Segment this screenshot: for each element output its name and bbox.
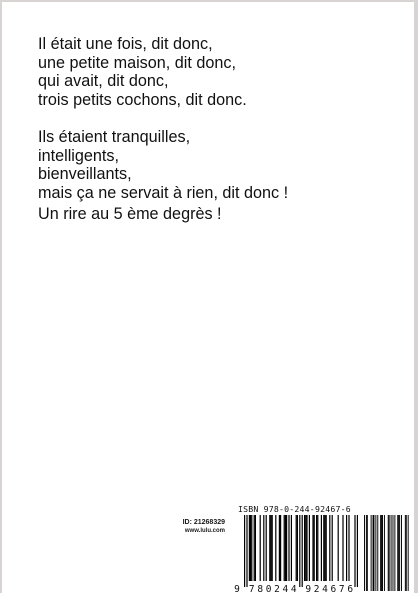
barcode-bar: [279, 515, 280, 581]
barcode-bar: [397, 515, 398, 591]
barcode-bar: [357, 515, 358, 587]
barcode-bar: [382, 515, 383, 591]
barcode-bar: [317, 515, 318, 581]
blurb-line: trois petits cochons, dit donc.: [38, 90, 247, 109]
blurb-line: bienveillants,: [38, 165, 132, 184]
barcode-bar: [269, 515, 270, 581]
barcode-bar: [323, 515, 324, 581]
barcode-bar: [250, 515, 251, 581]
barcode-bar: [266, 515, 267, 581]
barcode-bar: [302, 515, 303, 587]
blurb-stanza-2: [38, 128, 398, 202]
barcode-digit: 7: [338, 584, 345, 593]
barcode-bar: [398, 515, 399, 591]
price-addon-barcode-graphic: [362, 515, 412, 593]
book-id: ID: 21268329: [182, 519, 225, 526]
blurb-line: Ils étaient tranquilles,: [38, 127, 191, 146]
barcode-bar: [374, 515, 375, 591]
barcode-bar: [316, 515, 317, 581]
barcode-bar: [291, 515, 292, 581]
barcode-bar: [314, 515, 315, 581]
barcode-bar: [306, 515, 307, 581]
barcode-bar: [332, 515, 333, 581]
barcode-bar: [246, 515, 247, 587]
barcode-digit: 0: [265, 584, 272, 593]
barcode-bar: [394, 515, 395, 591]
barcode-bar: [326, 515, 327, 581]
barcode-bar: [329, 515, 330, 581]
barcode-digit: 2: [313, 584, 320, 593]
barcode-bar: [255, 515, 256, 581]
barcode-bar: [275, 515, 276, 581]
tagline: Un rire au 5 ème degrès !: [38, 205, 222, 223]
barcode-digit: 8: [257, 584, 264, 593]
barcode-digit: 4: [282, 584, 289, 593]
barcode-bar: [391, 515, 392, 591]
back-cover: [2, 2, 414, 593]
publisher-imprint: [165, 518, 225, 536]
barcode-bar: [321, 515, 322, 581]
barcode-bar: [405, 515, 406, 591]
barcode-bar: [371, 515, 372, 591]
isbn-number: ISBN 978-0-244-92467-6: [238, 504, 351, 514]
barcode-bar: [312, 515, 313, 581]
barcode-bar: [408, 515, 409, 591]
barcode-bar: [286, 515, 287, 581]
barcode-bar: [244, 515, 245, 587]
barcode-bar: [366, 515, 367, 591]
barcode-bar: [254, 515, 255, 581]
barcode-bar: [388, 515, 389, 591]
barcode-digit: 6: [347, 584, 354, 593]
blurb-line: mais ça ne servait à rien, dit donc !: [38, 183, 289, 202]
barcode-bar: [249, 515, 250, 581]
barcode-bar: [309, 515, 310, 581]
barcode-bar: [406, 515, 407, 591]
barcode-bar: [260, 515, 261, 581]
blurb-line: qui avait, dit donc,: [38, 72, 169, 91]
barcode-bar: [384, 515, 385, 591]
barcode-digit: 7: [248, 584, 255, 593]
barcode-bar: [380, 515, 381, 591]
barcode-bar: [346, 515, 347, 581]
blurb-text: [38, 35, 398, 221]
barcode-bar: [354, 515, 355, 587]
barcode-digit: 2: [274, 584, 280, 593]
blurb-stanza-1: [38, 35, 398, 109]
barcode-bar: [263, 515, 264, 581]
barcode-digit: 4: [322, 584, 328, 593]
barcode-digit: 9: [305, 584, 312, 593]
barcode-bar: [280, 515, 281, 581]
barcode-digit: 9: [234, 584, 240, 593]
barcode-bar: [375, 515, 376, 591]
barcode-bar: [272, 515, 273, 581]
barcode-bar: [305, 515, 306, 581]
barcode-bar: [299, 515, 300, 587]
barcode-bar: [399, 515, 400, 591]
barcode-bar: [348, 515, 349, 581]
publisher-site: www.lulu.com: [184, 528, 225, 534]
barcode-bar: [270, 515, 271, 581]
barcode-bar: [296, 515, 297, 581]
barcode-bar: [367, 515, 368, 591]
barcode-bar: [324, 515, 325, 581]
barcode-bar: [297, 515, 298, 581]
barcode-bar: [288, 515, 289, 581]
barcode-bar: [338, 515, 339, 581]
barcode-digit: 4: [290, 584, 297, 593]
barcode-bar: [381, 515, 382, 591]
barcode-bar: [304, 515, 305, 581]
barcode-bar: [364, 515, 365, 591]
barcode-bar: [284, 515, 285, 581]
barcode-bar: [389, 515, 390, 591]
barcode-bar: [251, 515, 252, 581]
isbn-barcode: [228, 503, 414, 593]
barcode-bar: [377, 515, 378, 591]
blurb-line: une petite maison, dit donc,: [38, 53, 236, 72]
barcode-bar: [401, 515, 402, 591]
blurb-line: Il était une fois, dit donc,: [38, 35, 213, 53]
barcode-bar: [342, 515, 343, 581]
barcode-bar: [285, 515, 286, 581]
ean-barcode-graphic: [232, 515, 360, 593]
barcode-digit: 6: [330, 584, 337, 593]
blurb-line: intelligents,: [38, 146, 119, 165]
barcode-bar: [393, 515, 394, 591]
barcode-bar: [373, 515, 374, 591]
